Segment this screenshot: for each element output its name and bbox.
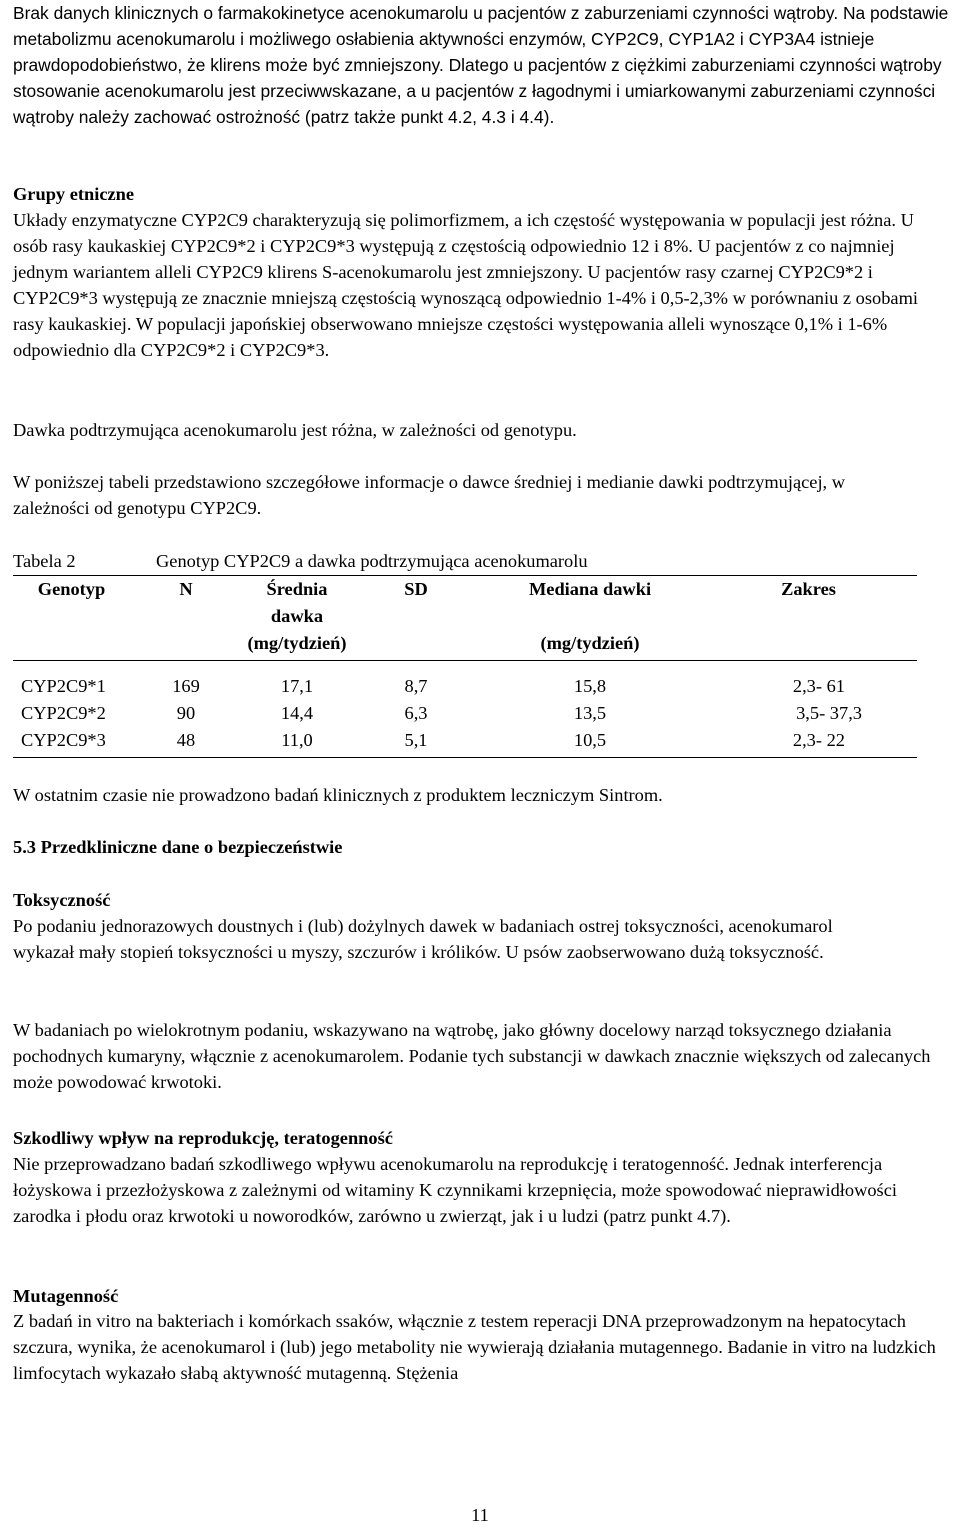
header-mean-line1: Średnia xyxy=(266,579,328,599)
dose-sentence: Dawka podtrzymująca acenokumarolu jest różna, w zależności od genotypu. xyxy=(13,420,577,440)
header-mean-dose xyxy=(242,576,352,657)
table-intro-paragraph: W poniższej tabeli przedstawiono szczegółowe informacje o dawce średniej i medianie dawki podtrzymującej, w zależności od genotypu CYP2C9. xyxy=(13,472,846,518)
cell-median: 15,8 xyxy=(573,676,607,696)
table-header-row xyxy=(13,576,917,657)
table-bottom-rule xyxy=(13,757,917,758)
header-median-line3: (mg/tydzień) xyxy=(540,633,640,653)
toxicity-heading: Toksyczność xyxy=(13,890,111,910)
cell-median: 13,5 xyxy=(573,703,607,723)
header-mean-line3: (mg/tydzień) xyxy=(247,633,347,653)
table-title: Genotyp CYP2C9 a dawka podtrzymująca acenokumarolu xyxy=(156,551,588,571)
cell-median: 10,5 xyxy=(573,730,607,750)
page-number: 11 xyxy=(471,1505,489,1525)
section-5-3-heading: 5.3 Przedkliniczne dane o bezpieczeństwie xyxy=(13,837,343,857)
cell-range: 3,5- 37,3 xyxy=(796,703,862,723)
genotype-table xyxy=(13,549,917,758)
cell-n: 48 xyxy=(176,730,196,750)
cell-genotype: CYP2C9*2 xyxy=(21,703,106,723)
cell-mean: 14,4 xyxy=(280,703,314,723)
cell-sd: 8,7 xyxy=(404,676,428,696)
table-row xyxy=(13,673,917,700)
cell-n: 169 xyxy=(172,676,200,696)
ethnic-groups-paragraph: Układy enzymatyczne CYP2C9 charakteryzują się polimorfizmem, a ich częstość występowania w populacji jest różna. U osób rasy kaukaskiej CYP2C9*2 i CYP2C9*3 występują z częstością odpowiednio 12 i 8%. U pacjentów z co najmniej jednym wariantem alleli CYP2C9 klirens S-acenokumarolu jest zmniejszony. U pacjentów rasy czarnej CYP2C9*2 i CYP2C9*3 występują ze znacznie mniejszą częstością wynoszącą odpowiednio 1-4% i 0,5-2,3% w porównaniu z osobami rasy kaukaskiej. W populacji japońskiej obserwowano mniejsze częstości występowania alleli wynoszące 0,1% i 1-6% odpowiednio dla CYP2C9*2 i CYP2C9*3. xyxy=(13,210,918,360)
cell-range: 2,3- 22 xyxy=(792,730,845,750)
cell-genotype: CYP2C9*3 xyxy=(21,730,106,750)
header-mean-line2: dawka xyxy=(270,606,324,626)
header-sd: SD xyxy=(404,579,428,599)
toxicity-paragraph-2: W badaniach po wielokrotnym podaniu, wskazywano na wątrobę, jako główny docelowy narząd toksycznego działania pochodnych kumaryny, włącznie z acenokumarolem. Podanie tych substancji w dawkach znacznie większych od zalecanych może powodować krwotoki. xyxy=(13,1020,931,1092)
intro-paragraph: Brak danych klinicznych o farmakokinetyce acenokumarolu u pacjentów z zaburzeniami czynności wątroby. Na podstawie metabolizmu acenokumarolu i możliwego osłabienia aktywności enzymów, CYP2C9, CYP1A2 i CYP3A4 istnieje prawdopodobieństwo, że klirens może być zmniejszony. Dlatego u pacjentów z ciężkimi zaburzeniami czynności wątroby stosowanie acenokumarolu jest przeciwwskazane, a u pacjentów z łagodnymi i umiarkowanymi zaburzeniami czynności wątroby należy zachować ostrożność (patrz także punkt 4.2, 4.3 i 4.4). xyxy=(13,3,949,127)
cell-genotype: CYP2C9*1 xyxy=(21,676,106,696)
header-genotype: Genotyp xyxy=(37,579,106,599)
mutagenicity-paragraph: Z badań in vitro na bakteriach i komórkach ssaków, włącznie z testem reperacji DNA przeprowadzonym na hepatocytach szczura, wynika, że acenokumarol i (lub) jego metabolity nie wywierają działania mutagennego. Badanie in vitro na ludzkich limfocytach wykazało słabą aktywność mutagenną. Stężenia xyxy=(13,1311,936,1383)
table-header-rule xyxy=(13,660,917,661)
header-median-dose xyxy=(480,576,700,657)
cell-range: 2,3- 61 xyxy=(792,676,845,696)
table-label: Tabela 2 xyxy=(13,551,76,571)
cell-sd: 5,1 xyxy=(404,730,428,750)
header-n: N xyxy=(179,579,193,599)
cell-mean: 11,0 xyxy=(281,730,313,750)
reproduction-heading: Szkodliwy wpływ na reprodukcję, teratogenność xyxy=(13,1128,393,1148)
mutagenicity-heading: Mutagenność xyxy=(13,1286,119,1306)
no-trials-sentence: W ostatnim czasie nie prowadzono badań klinicznych z produktem leczniczym Sintrom. xyxy=(13,785,663,805)
reproduction-paragraph: Nie przeprowadzano badań szkodliwego wpływu acenokumarolu na reprodukcję i teratogenność. Jednak interferencja łożyskowa i przezłożyskowa z zależnymi od witaminy K czynnikami krzepnięcia, może spowodować nieprawidłowości zarodka i płodu oraz krwotoki u noworodków, zarówno u zwierząt, jak i u ludzi (patrz punkt 4.7). xyxy=(13,1154,897,1226)
cell-mean: 17,1 xyxy=(280,676,314,696)
toxicity-paragraph-1: Po podaniu jednorazowych doustnych i (lub) dożylnych dawek w badaniach ostrej toksyczności, acenokumarol wykazał mały stopień toksyczności u myszy, szczurów i królików. U psów zaobserwowano dużą toksyczność. xyxy=(13,916,833,962)
header-median-line1: Mediana dawki xyxy=(528,579,652,599)
cell-sd: 6,3 xyxy=(404,703,428,723)
cell-n: 90 xyxy=(176,703,196,723)
header-range: Zakres xyxy=(781,579,836,599)
ethnic-groups-heading: Grupy etniczne xyxy=(13,184,135,204)
table-caption xyxy=(13,549,917,575)
table-row xyxy=(13,700,917,727)
table-row xyxy=(13,727,917,754)
